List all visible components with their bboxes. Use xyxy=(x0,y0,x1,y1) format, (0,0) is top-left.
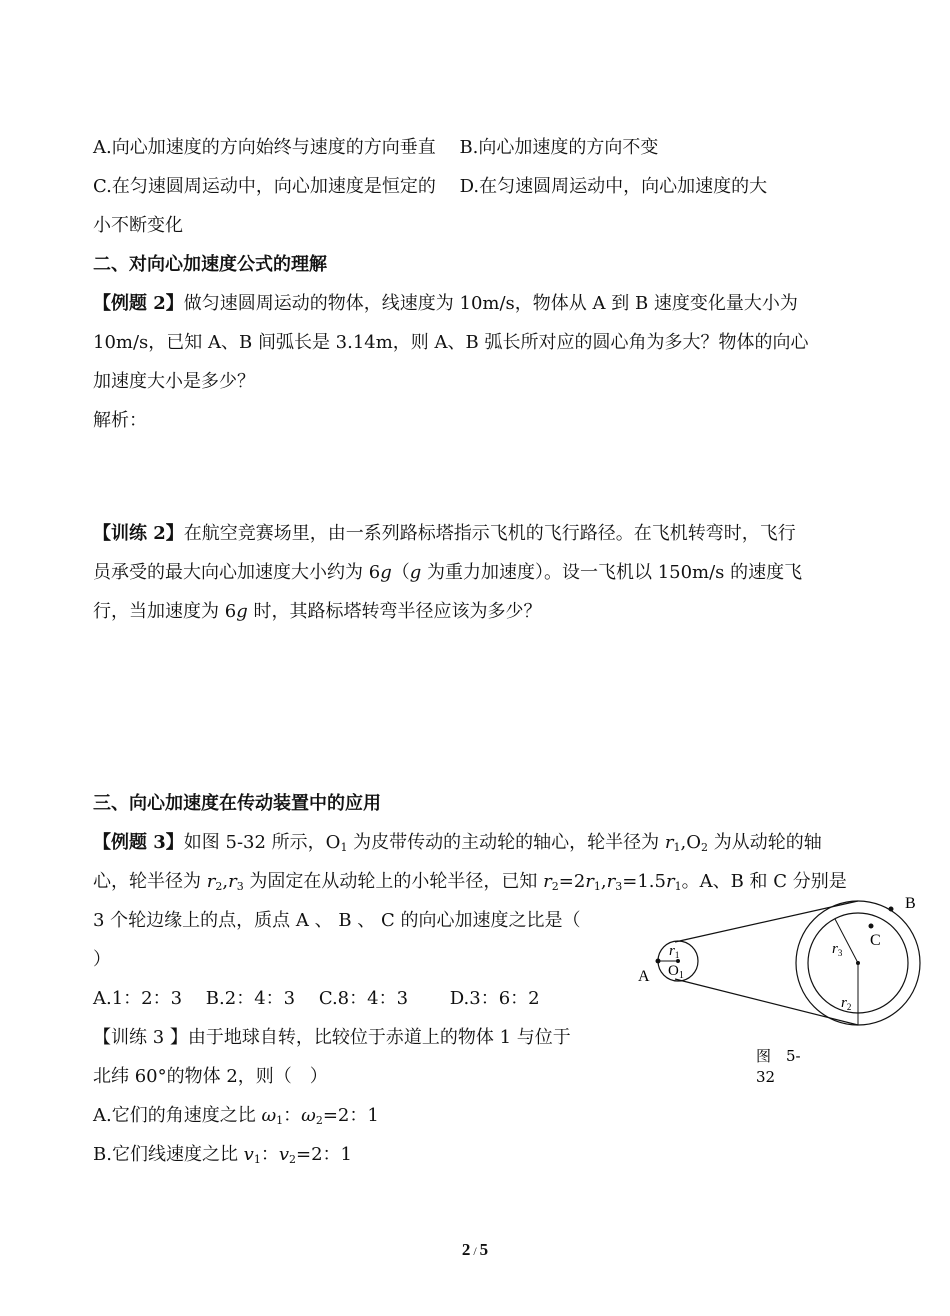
example-3-line-3: 3 个轮边缘上的点，质点 A 、 B 、 C 的向心加速度之比是（ xyxy=(93,910,581,931)
subscript: 2 xyxy=(700,841,708,854)
section-3-heading: 三、向心加速度在传动装置中的应用 xyxy=(93,793,381,814)
subscript: 2 xyxy=(551,880,559,893)
label-r2: $r_2$ xyxy=(841,995,852,1012)
example-3-text: ,O xyxy=(680,832,701,853)
r-symbol: r xyxy=(543,871,552,892)
colon: ： xyxy=(260,1144,279,1165)
example-2-line-1 xyxy=(93,292,798,316)
r-symbol: r xyxy=(206,871,216,892)
point-c-dot xyxy=(869,924,874,929)
subscript: 3 xyxy=(236,880,244,893)
g-symbol: g xyxy=(409,562,422,583)
omega-symbol: ω xyxy=(301,1105,316,1126)
label-r3: $r_3$ xyxy=(832,941,843,958)
label-r1: $r_1$ xyxy=(669,943,680,960)
label-c: C xyxy=(870,932,881,949)
point-a-dot xyxy=(656,959,661,964)
training-2-text-3a: 行，当加速度为 6 xyxy=(93,601,237,622)
option-b-text: B.它们线速度之比 xyxy=(93,1144,244,1165)
axis-o2-dot xyxy=(856,961,860,965)
option-line-cd: C.在匀速圆周运动中，向心加速度是恒定的 D.在匀速圆周运动中，向心加速度的大 xyxy=(93,176,768,197)
subscript: 2 xyxy=(289,1153,297,1166)
example-3-line-4: ） xyxy=(93,949,111,970)
omega-symbol: ω xyxy=(261,1105,277,1126)
r-symbol: r xyxy=(665,871,675,892)
r-symbol: r xyxy=(606,871,616,892)
training-2-line-3 xyxy=(93,600,541,624)
subscript: 1 xyxy=(674,880,682,893)
example-3-line-1 xyxy=(93,831,822,860)
training-3-option-a xyxy=(93,1104,379,1133)
r-symbol: r xyxy=(664,832,674,853)
g-symbol: g xyxy=(380,562,392,583)
training-2-text-3b: 时，其路标塔转弯半径应该为多少？ xyxy=(247,601,542,622)
label-o1: $O_1$ xyxy=(668,963,684,981)
belt-drive-figure xyxy=(630,885,930,1090)
training-3-line-1: 【训练 3 】由于地球自转，比较位于赤道上的物体 1 与位于 xyxy=(93,1027,571,1048)
example-3-text: 为从动轮的轴 xyxy=(707,832,822,853)
training-2-text-1: 在航空竞赛场里，由一系列路标塔指示飞机的飞行路径。在飞机转弯时，飞行 xyxy=(183,523,796,544)
example-2-text-1: 做匀速圆周运动的物体，线速度为 10m/s，物体从 A 到 B 速度变化量大小为 xyxy=(183,293,798,314)
training-3-option-b xyxy=(93,1143,352,1172)
example-2-line-3: 加速度大小是多少？ xyxy=(93,371,255,392)
subscript: 2 xyxy=(215,880,223,893)
example-3-text: =2 xyxy=(558,871,586,892)
training-2-text-2a: 员承受的最大向心加速度大小约为 6 xyxy=(93,562,381,583)
subscript: 1 xyxy=(593,880,601,893)
example-3-tag: 【例题 3】 xyxy=(93,832,184,853)
option-line-d-cont: 小不断变化 xyxy=(93,215,183,236)
example-3-text: 心，轮半径为 xyxy=(93,871,207,892)
example-3-options: A.1：2：3 B.2：4：3 C.8：4：3 D.3：6：2 xyxy=(93,988,540,1009)
training-2-text-2c: 为重力加速度）。设一飞机以 150m/s 的速度飞 xyxy=(421,562,803,583)
option-b-ratio: =2：1 xyxy=(296,1144,353,1165)
figure-caption-1: 图 5- xyxy=(756,1047,801,1065)
subscript: 3 xyxy=(615,880,623,893)
page-current: 2 xyxy=(461,1240,471,1259)
example-3-text: 。A、B 和 C 分别是 xyxy=(681,871,847,892)
r-symbol: r xyxy=(585,871,594,892)
training-2-tag: 【训练 2】 xyxy=(93,523,184,544)
r-symbol: r xyxy=(228,871,237,892)
subscript: 1 xyxy=(253,1153,261,1166)
option-a-ratio: =2：1 xyxy=(322,1105,379,1126)
comma: , xyxy=(600,871,607,892)
page-separator: / xyxy=(470,1244,480,1258)
training-2-line-2 xyxy=(93,561,802,585)
point-b-dot xyxy=(889,907,894,912)
label-b: B xyxy=(905,895,916,912)
example-3-text: 为皮带传动的主动轮的轴心，轮半径为 xyxy=(347,832,665,853)
example-3-text: =1.5 xyxy=(622,871,666,892)
option-line-ab: A.向心加速度的方向始终与速度的方向垂直 B.向心加速度的方向不变 xyxy=(93,137,659,158)
example-2-line-2: 10m/s，已知 A、B 间弧长是 3.14m，则 A、B 弧长所对应的圆心角为多大？物体的向心 xyxy=(93,332,809,353)
v-symbol: v xyxy=(278,1144,290,1165)
example-2-tag: 【例题 2】 xyxy=(93,293,184,314)
subscript: 1 xyxy=(276,1114,284,1127)
example-3-text: 如图 5-32 所示，O xyxy=(183,832,341,853)
page-total: 5 xyxy=(479,1240,489,1259)
training-2-line-1 xyxy=(93,522,796,546)
training-2-text-2b: （ xyxy=(391,562,410,583)
subscript: 1 xyxy=(340,841,348,854)
example-3-text: 为固定在从动轮上的小轮半径，已知 xyxy=(243,871,544,892)
v-symbol: v xyxy=(243,1144,254,1165)
page-number xyxy=(0,1240,950,1260)
training-3-line-2: 北纬 60°的物体 2，则（ ） xyxy=(93,1066,328,1087)
subscript: 2 xyxy=(315,1114,323,1127)
label-a: A xyxy=(638,968,650,985)
colon: ： xyxy=(283,1105,302,1126)
figure-caption-2: 32 xyxy=(756,1068,776,1086)
analysis-label: 解析： xyxy=(93,410,147,431)
section-2-heading: 二、对向心加速度公式的理解 xyxy=(93,254,327,275)
option-a-text: A.它们的角速度之比 xyxy=(93,1105,262,1126)
comma: , xyxy=(222,871,229,892)
g-symbol: g xyxy=(236,601,248,622)
subscript: 1 xyxy=(673,841,681,854)
